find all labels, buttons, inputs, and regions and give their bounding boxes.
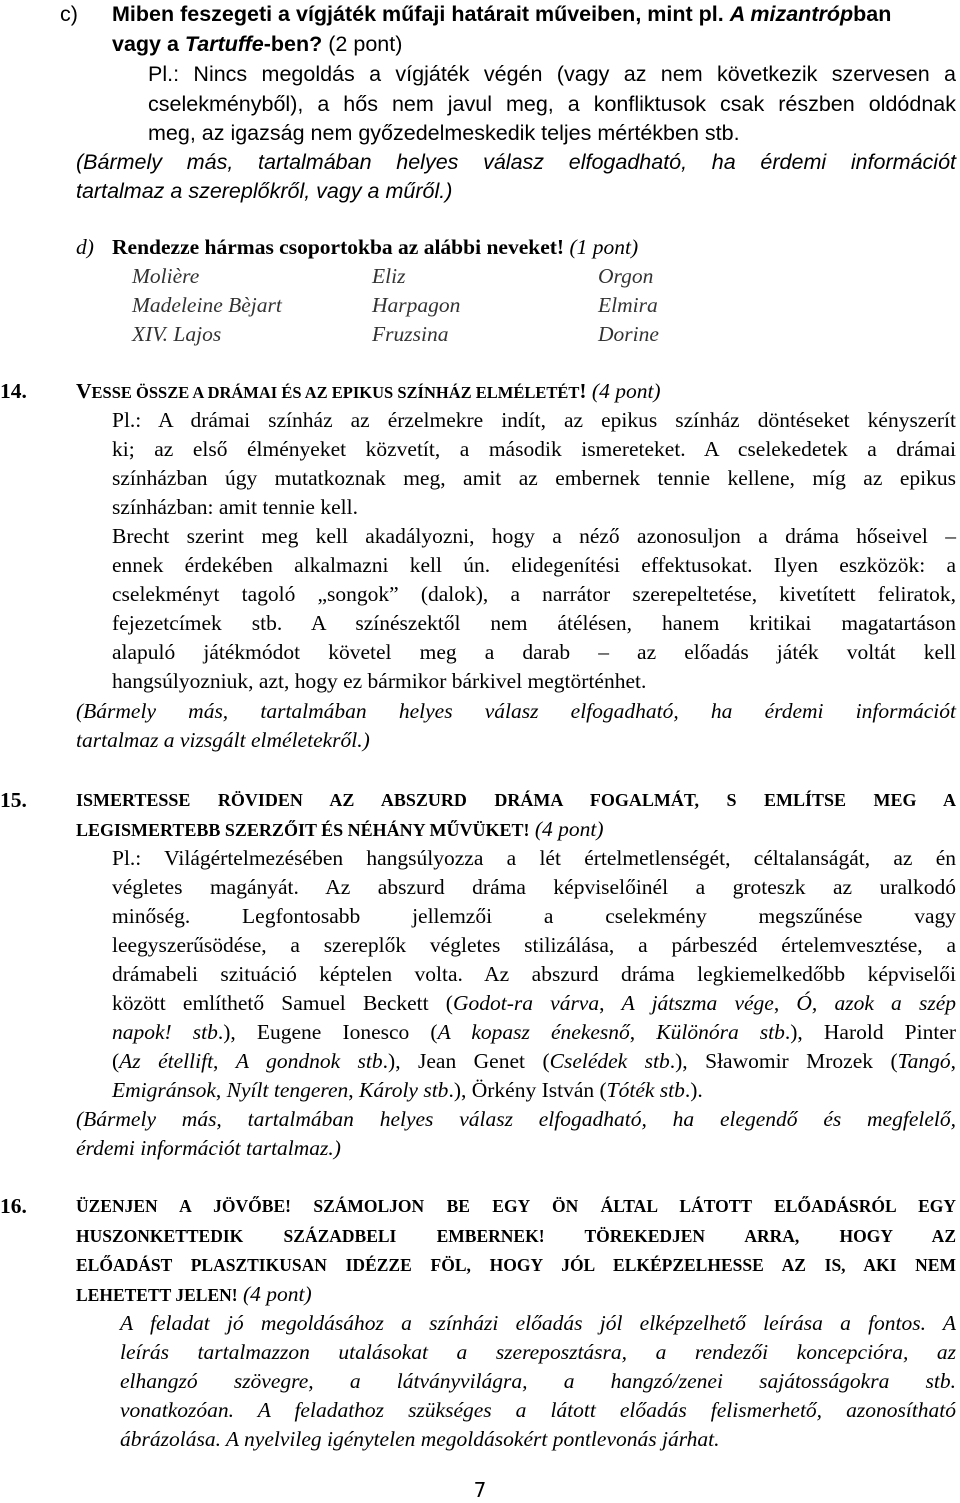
- q14-p2-line1: Brecht szerint meg kell akadályozni, hogy a néző azonosuljon a dráma hőseivel –: [112, 524, 956, 548]
- name-madeleine: Madeleine Bèjart: [132, 293, 282, 317]
- q15-p1-line1: Pl.: Világértelmezésében hangsúlyozza a lét értelmetlenségét, céltalanságát, az én: [112, 846, 956, 870]
- question-16-title-line3: ELŐADÁST PLASZTIKUSAN IDÉZZE FÖL, HOGY JÓL ELKÉPZELHESSE AZ IS, AKI NEM: [76, 1255, 956, 1275]
- q14-p2-line3: cselekményt tagoló „songok” (dalok), a narrátor szerepeltetése, kivetített feliratok,: [112, 582, 956, 606]
- q16-text-line4: vonatkozóan. A feladathoz szükséges a látott előadás felismerhető, azonosítható: [120, 1398, 956, 1422]
- q15-p1-line3: minőség. Legfontosabb jellemzői a cselekmény megszűnése vagy: [112, 904, 956, 928]
- q15-authors-line2: napok! stb.), Eugene Ionesco (A kopasz énekesnő, Különóra stb.), Harold Pinter: [112, 1020, 957, 1044]
- note-c-line2: tartalmaz a szereplőkről, vagy a műről.): [76, 179, 453, 203]
- q15-p1-line2: végletes magányát. Az abszurd dráma képviselőinél a groteszk az uralkodó: [112, 875, 956, 899]
- question-15-title-line1: ISMERTESSE RÖVIDEN AZ ABSZURD DRÁMA FOGALMÁT, S EMLÍTSE MEG A: [76, 790, 956, 810]
- name-orgon: Orgon: [598, 264, 654, 288]
- q16-text-line1: A feladat jó megoldásához a színházi előadás jól elképzelhető leírása a fontos. A: [120, 1311, 956, 1335]
- name-dorine: Dorine: [598, 322, 659, 346]
- q15-authors-line4: Emigránsok, Nyílt tengeren, Károly stb.), Örkény István (Tóték stb.).: [112, 1078, 703, 1102]
- q15-p1-line5: drámabeli szituáció képtelen volta. Az abszurd dráma legkiemelkedőbb képviselői: [112, 962, 956, 986]
- answer-c-line2: cselekményből), a hős nem javul meg, a konfliktusok csak részben oldódnak: [148, 92, 956, 116]
- q15-note-line1: (Bármely más, tartalmában helyes válasz elfogadható, ha elegendő és megfelelő,: [76, 1107, 956, 1131]
- question-number-14: 14.: [0, 379, 27, 403]
- name-moliere: Molière: [132, 264, 200, 288]
- q15-authors-line1: között említhető Samuel Beckett (Godot-ra várva, A játszma vége, Ó, azok a szép: [112, 991, 956, 1015]
- q15-note-line2: érdemi információt tartalmaz.): [76, 1136, 341, 1160]
- q14-note-line2: tartalmaz a vizsgált elméletekről.): [76, 728, 370, 752]
- q16-text-line5: ábrázolása. A nyelvileg igénytelen megoldásokért pontlevonás járhat.: [120, 1427, 720, 1451]
- q14-p1-line1: Pl.: A drámai színház az érzelmekre indít, az epikus színház döntéseket kényszerít: [112, 408, 956, 432]
- question-16-title-line2: HUSZONKETTEDIK SZÁZADBELI EMBERNEK! TÖREKEDJEN ARRA, HOGY AZ: [76, 1226, 956, 1246]
- q14-p2-line6: hangsúlyozniuk, azt, hogy ez bármikor bárkivel megtörténhet.: [112, 669, 647, 693]
- question-d: Rendezze hármas csoportokba az alábbi neveket! (1 pont): [112, 235, 639, 259]
- q15-authors-line3: (Az étellift, A gondnok stb.), Jean Genet (Cselédek stb.), Sławomir Mrozek (Tangó,: [112, 1049, 956, 1073]
- answer-c-line3: meg, az igazság nem győzedelmeskedik teljes mértékben stb.: [148, 121, 740, 145]
- q14-note-line1: (Bármely más, tartalmában helyes válasz elfogadható, ha érdemi információt: [76, 699, 956, 723]
- question-c-line2: vagy a Tartuffe-ben? (2 pont): [112, 32, 403, 56]
- answer-c-line1: Pl.: Nincs megoldás a vígjáték végén (vagy az nem következik szervesen a: [148, 62, 956, 86]
- name-lajos: XIV. Lajos: [132, 322, 222, 346]
- q14-p2-line4: fejezetcímek stb. A színészektől nem átélésen, hanem kritikai magatartáson: [112, 611, 956, 635]
- name-eliz: Eliz: [372, 264, 406, 288]
- name-elmira: Elmira: [598, 293, 658, 317]
- q14-p1-line4: színházban: amit tennie kell.: [112, 495, 358, 519]
- question-number-16: 16.: [0, 1194, 27, 1218]
- q14-p1-line2: ki; az első élményeket közvetít, a második ismereteket. A cselekedetek a drámai: [112, 437, 956, 461]
- name-fruzsina: Fruzsina: [372, 322, 449, 346]
- question-16-title-line4: LEHETETT JELEN! (4 pont): [76, 1282, 312, 1306]
- q16-text-line3: elhangzó szövegre, a látványvilágra, a hangzó/zenei sajátosságokra stb.: [120, 1369, 956, 1393]
- note-c-line1: (Bármely más, tartalmában helyes válasz elfogadható, ha érdemi információt: [76, 150, 956, 174]
- page-number: 7: [473, 1478, 487, 1502]
- q15-p1-line4: leegyszerűsödése, a szereplők végletes stilizálása, a párbeszéd értelemvesztése, a: [112, 933, 956, 957]
- question-15-title-line2: LEGISMERTEBB SZERZŐIT ÉS NÉHÁNY MŰVÜKET! (4 pont): [76, 817, 604, 841]
- q14-p2-line2: ennek érdekében alkalmazni kell ún. elidegenítési effektusokat. Ilyen eszközök: a: [112, 553, 956, 577]
- q14-p1-line3: színházban úgy mutatkoznak meg, amit az embernek tennie kellene, míg az epikus: [112, 466, 956, 490]
- name-harpagon: Harpagon: [372, 293, 461, 317]
- question-c-line1: Miben feszegeti a vígjáték műfaji határait műveiben, mint pl. A mizantrópban: [112, 2, 892, 26]
- q16-text-line2: leírás tartalmazzon utalásokat a szereposztásra, a rendezői koncepcióra, az: [120, 1340, 956, 1364]
- question-14-title: VESSE ÖSSZE A DRÁMAI ÉS AZ EPIKUS SZÍNHÁZ ELMÉLETÉT! (4 pont): [76, 379, 661, 403]
- item-label-d: d): [76, 235, 94, 259]
- q14-p2-line5: alapuló játékmódot követel meg a darab – az előadás játék voltát kell: [112, 640, 956, 664]
- item-label-c: c): [60, 2, 78, 26]
- question-number-15: 15.: [0, 788, 27, 812]
- question-16-title-line1: ÜZENJEN A JÖVŐBE! SZÁMOLJON BE EGY ÖN ÁLTAL LÁTOTT ELŐADÁSRÓL EGY: [76, 1196, 956, 1216]
